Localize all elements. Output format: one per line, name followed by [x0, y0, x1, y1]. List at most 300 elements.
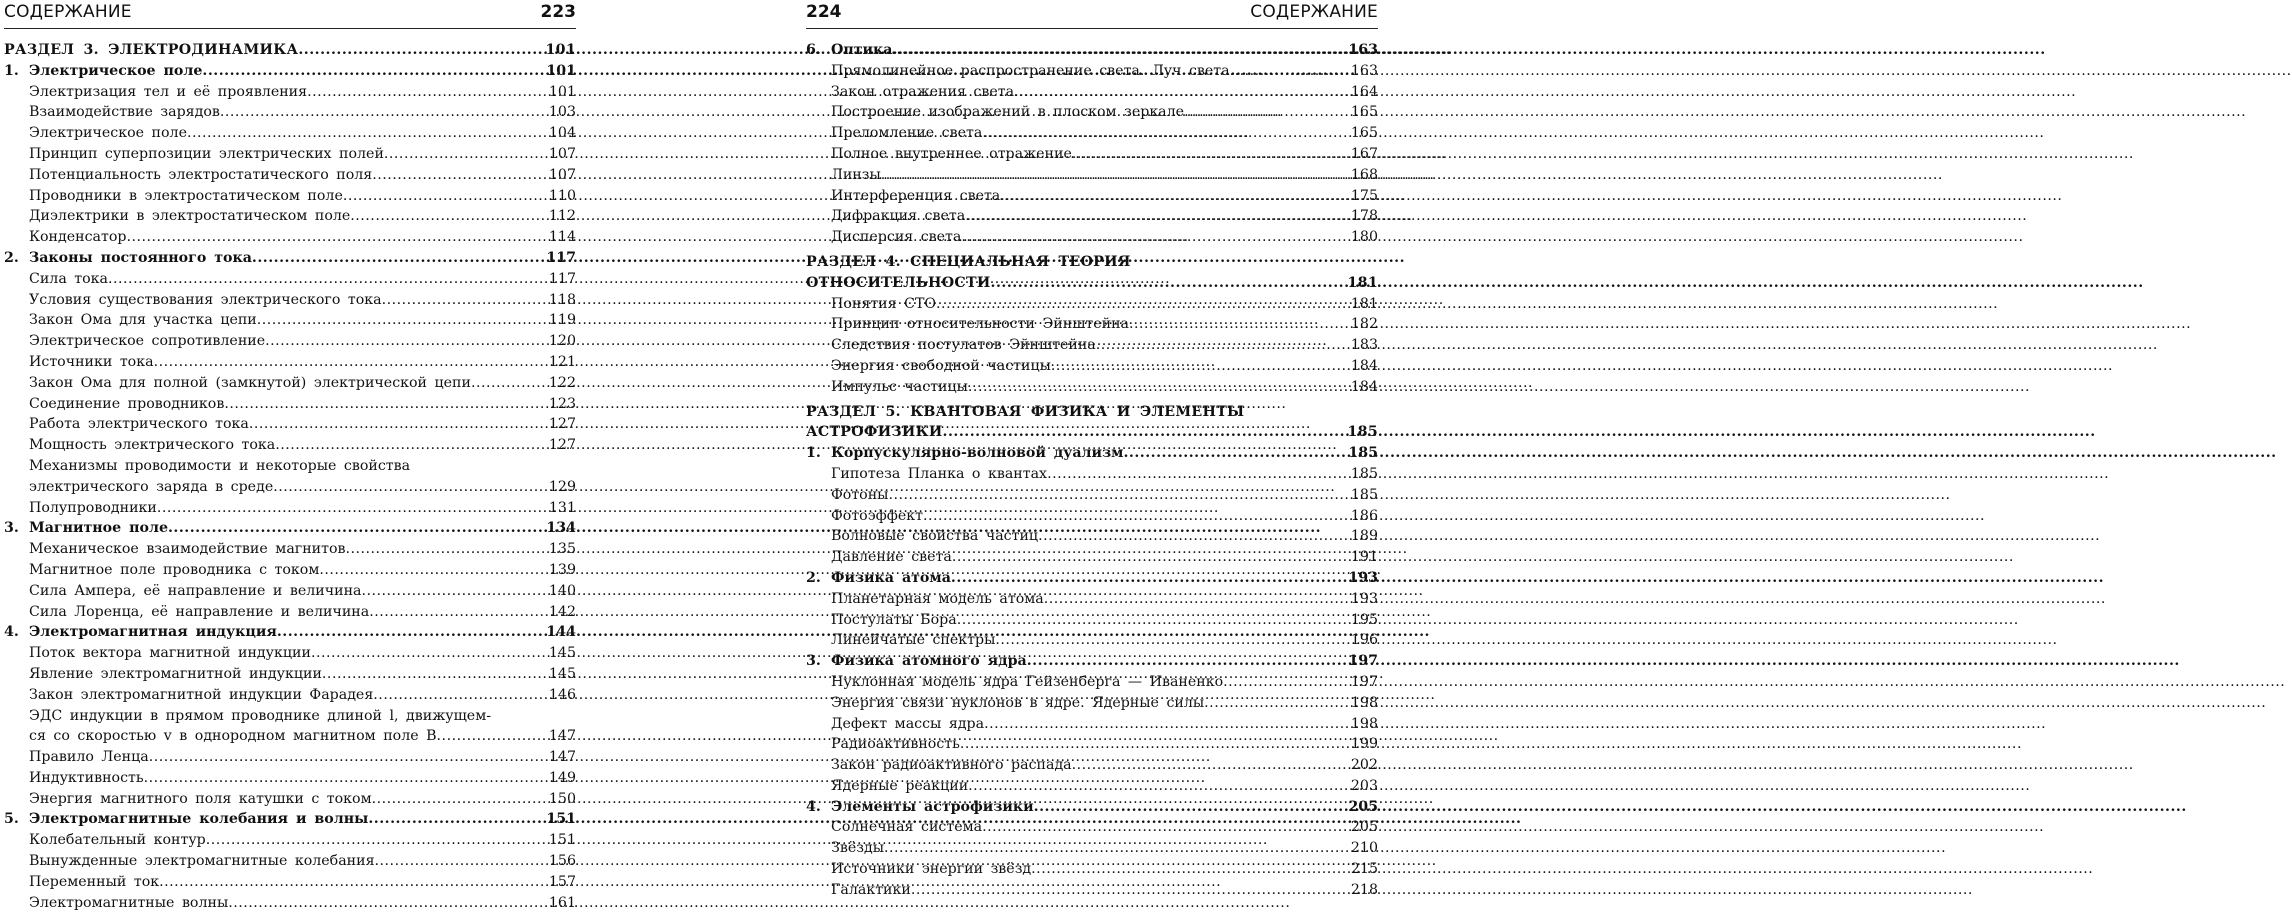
toc-entry-text: Электромагнитные колебания и волны: [29, 811, 369, 828]
dot-leader: [144, 768, 548, 789]
toc-page-number: 178: [1350, 208, 1378, 225]
toc-entry-text: Энергия связи нуклонов в ядре. Ядерные силы: [831, 694, 1205, 711]
toc-page-number: 121: [548, 353, 576, 370]
toc-page-number: 181: [1350, 295, 1378, 312]
toc-entry-text: Диэлектрики в электростатическом поле: [29, 208, 351, 225]
toc-item[interactable]: [806, 314, 1378, 335]
toc-item[interactable]: [4, 643, 576, 664]
toc-entry-text: Радиоактивность: [831, 736, 960, 753]
toc-page-number: 145: [548, 645, 576, 662]
toc-entry-text: Переменный ток: [29, 873, 160, 890]
toc-entry-label: [29, 206, 350, 227]
toc-item[interactable]: [4, 290, 576, 311]
toc-entry-text: Ядерные реакции: [831, 777, 969, 794]
toc-page-number: 114: [548, 229, 576, 246]
toc-item[interactable]: [806, 610, 1378, 631]
toc-page-number: 181: [1347, 274, 1378, 291]
toc-entry-text: Условия существования электрического тока: [29, 291, 382, 308]
table-of-contents: [4, 40, 576, 913]
toc-entry-label: [831, 693, 1204, 714]
toc-entry-text: Проводники в электростатическом поле: [29, 187, 343, 204]
toc-entry-label: [29, 331, 265, 352]
toc-entry-text: Фотоны: [831, 486, 889, 503]
toc-page-number: 184: [1350, 357, 1378, 374]
toc-entry-label: [831, 630, 995, 651]
toc-page-number: 199: [1350, 736, 1378, 753]
dot-leader: [149, 747, 548, 768]
toc-page-number: 107: [548, 145, 576, 162]
dot-leader: [373, 685, 548, 706]
toc-entry-label: [29, 726, 437, 747]
toc-page-number: 198: [1350, 694, 1378, 711]
dot-leader: [951, 568, 1347, 589]
dot-leader: [375, 851, 548, 872]
toc-entry-text: ся со скоростью v в однородном магнитном поле B: [29, 728, 437, 745]
toc-page-number: 185: [1347, 424, 1378, 441]
dot-leader: [1072, 755, 1350, 776]
toc-section[interactable]: [4, 40, 576, 61]
toc-chapter[interactable]: [806, 797, 1378, 818]
dot-leader: [361, 581, 547, 602]
toc-page-number: 168: [1350, 166, 1378, 183]
toc-entry-text: Следствия постулатов Эйнштейна: [831, 337, 1096, 354]
toc-entry-text: РАЗДЕЛ 3. ЭЛЕКТРОДИНАМИКА: [4, 42, 299, 58]
toc-entry-text: Линзы: [831, 166, 881, 183]
toc-entry-text: Поток вектора магнитной индукции: [29, 645, 311, 662]
toc-entry-text: Потенциальность электростатического поля: [29, 166, 373, 183]
toc-page-number: 205: [1348, 798, 1378, 815]
dot-leader: [249, 414, 548, 435]
toc-entry-label: [29, 602, 369, 623]
toc-item[interactable]: [806, 82, 1378, 103]
toc-entry-text: Энергия магнитного поля катушки с током: [29, 790, 372, 807]
dot-leader: [275, 435, 548, 456]
toc-entry-text: Закон отражения света: [831, 83, 1015, 100]
toc-entry-text: Конденсатор: [29, 229, 127, 246]
toc-entry-first-line: РАЗДЕЛ 4. СПЕЦИАЛЬНАЯ ТЕОРИЯ: [806, 253, 1131, 270]
toc-page-number: 156: [548, 853, 576, 870]
toc-section[interactable]: [806, 273, 1378, 294]
toc-entry-text: Электрическое поле: [29, 62, 203, 79]
running-header: [4, 0, 576, 29]
toc-page-number: 215: [1350, 861, 1378, 878]
toc-item[interactable]: [4, 123, 576, 144]
dot-leader: [350, 206, 548, 227]
toc-page-number: 195: [1350, 611, 1378, 628]
dot-leader: [991, 273, 1347, 294]
dot-leader: [168, 518, 545, 539]
toc-entry-text: Понятия СТО: [831, 295, 937, 312]
toc-entry-text: Давление света: [831, 549, 952, 566]
toc-entry-text: Электрическое поле: [29, 125, 187, 142]
toc-entry-text: Источники тока: [29, 353, 154, 370]
dot-leader: [936, 294, 1350, 315]
dot-leader: [982, 123, 1350, 144]
toc-chapter-number: 2.: [806, 569, 821, 586]
toc-entry-text: Дефект массы ядра: [831, 715, 985, 732]
toc-item[interactable]: [806, 817, 1378, 838]
toc-entry-label: [29, 685, 373, 706]
toc-entry-label: [831, 610, 957, 631]
toc-page-number: 196: [1350, 632, 1378, 649]
dot-leader: [369, 602, 548, 623]
toc-page-number: 210: [1350, 840, 1378, 857]
toc-entry-label: [831, 102, 1184, 123]
toc-entry-label: [29, 560, 319, 581]
toc-item[interactable]: [4, 206, 576, 227]
toc-entry-text: Сила Лоренца, её направление и величина: [29, 603, 370, 620]
table-of-contents: [806, 40, 1378, 901]
dot-leader: [228, 893, 548, 914]
toc-entry-label: [4, 40, 298, 61]
toc-entry-text: Закон Ома для участка цепи: [29, 312, 257, 329]
toc-item[interactable]: [4, 227, 576, 248]
toc-item[interactable]: [4, 726, 576, 747]
toc-item[interactable]: [4, 414, 576, 435]
toc-entry-label: [831, 294, 936, 315]
toc-page-number: 134: [546, 520, 576, 537]
toc-item[interactable]: [806, 186, 1378, 207]
toc-item[interactable]: [806, 102, 1378, 123]
toc-item[interactable]: [4, 498, 576, 519]
dot-leader: [368, 809, 545, 830]
toc-entry-text: Источники энергии звёзд: [831, 861, 1032, 878]
toc-item[interactable]: [4, 560, 576, 581]
toc-entry-text: Правило Ленца: [29, 749, 149, 766]
toc-entry-label: [806, 443, 1123, 464]
toc-entry-label: [831, 186, 1000, 207]
left-page: [4, 0, 576, 920]
toc-chapter[interactable]: [4, 248, 576, 269]
toc-entry-label: [831, 206, 965, 227]
dot-leader: [1044, 589, 1350, 610]
toc-item[interactable]: [806, 734, 1378, 755]
toc-entry-text: Закон электромагнитной индукции Фарадея: [29, 686, 374, 703]
toc-item[interactable]: [4, 477, 576, 498]
toc-entry-text: Индуктивность: [29, 769, 144, 786]
toc-entry-label: [831, 714, 984, 735]
toc-entry-label: [831, 165, 881, 186]
dot-leader: [884, 838, 1350, 859]
toc-item[interactable]: [4, 373, 576, 394]
toc-item[interactable]: [4, 664, 576, 685]
toc-chapter-number: 4.: [4, 624, 19, 641]
toc-item[interactable]: [806, 838, 1378, 859]
toc-entry-text: Принцип относительности Эйнштейна: [831, 316, 1130, 333]
dot-leader: [319, 560, 548, 581]
toc-chapter[interactable]: [4, 518, 576, 539]
toc-entry-label: [29, 498, 157, 519]
toc-page-number: 189: [1350, 528, 1378, 545]
toc-entry-text: Дифракция света: [831, 208, 966, 225]
dot-leader: [1031, 859, 1350, 880]
toc-item[interactable]: [4, 331, 576, 352]
toc-item[interactable]: [806, 356, 1378, 377]
toc-page-number: 135: [548, 541, 576, 558]
toc-page-number: 197: [1350, 673, 1378, 690]
toc-page-number: 122: [548, 374, 576, 391]
toc-page-number: 139: [548, 561, 576, 578]
dot-leader: [943, 422, 1347, 443]
toc-entry-label: [831, 880, 911, 901]
toc-item[interactable]: [806, 61, 1378, 82]
toc-entry-first-line: ЭДС индукции в прямом проводнике длиной l, движущем-: [29, 707, 492, 724]
dot-leader: [298, 40, 544, 61]
toc-chapter[interactable]: [4, 61, 576, 82]
toc-entry-label: [806, 797, 1034, 818]
toc-item[interactable]: [4, 310, 576, 331]
toc-page-number: 185: [1350, 486, 1378, 503]
toc-item[interactable]: [806, 755, 1378, 776]
dot-leader: [1204, 693, 1350, 714]
toc-item[interactable]: [806, 776, 1378, 797]
toc-entry-label: [29, 269, 108, 290]
toc-entry-label: [831, 82, 1014, 103]
toc-page-number: 165: [1350, 104, 1378, 121]
toc-chapter[interactable]: [806, 568, 1378, 589]
toc-item[interactable]: [4, 581, 576, 602]
toc-entry-label: [29, 893, 228, 914]
toc-page-number: 142: [548, 603, 576, 620]
toc-page-number: 202: [1350, 757, 1378, 774]
toc-item[interactable]: [4, 747, 576, 768]
toc-item[interactable]: [806, 485, 1378, 506]
dot-leader: [471, 373, 548, 394]
toc-item[interactable]: [4, 872, 576, 893]
toc-item[interactable]: [806, 377, 1378, 398]
dot-leader: [1038, 526, 1350, 547]
toc-entry-text: Сила Ампера, её направление и величина: [29, 582, 362, 599]
dot-leader: [311, 643, 548, 664]
toc-page-number: 131: [548, 499, 576, 516]
toc-entry-label: [29, 851, 375, 872]
toc-entry-label: [831, 485, 888, 506]
toc-entry-label: [29, 82, 307, 103]
toc-chapter-number: 1.: [4, 62, 19, 79]
toc-chapter[interactable]: [4, 622, 576, 643]
toc-entry-label: [831, 817, 982, 838]
dot-leader: [384, 144, 548, 165]
toc-chapter-number: 6.: [806, 42, 821, 58]
toc-item[interactable]: [806, 547, 1378, 568]
toc-page-number: 205: [1350, 819, 1378, 836]
dot-leader: [968, 776, 1350, 797]
toc-entry-first-line: РАЗДЕЛ 5. КВАНТОВАЯ ФИЗИКА И ЭЛЕМЕНТЫ: [806, 403, 1245, 420]
toc-entry-text: Закон Ома для полной (замкнутой) электрической цепи: [29, 374, 471, 391]
toc-chapter-number: 3.: [806, 653, 821, 670]
toc-entry-text: Физика атомного ядра: [831, 653, 1027, 670]
toc-page-number: 127: [548, 416, 576, 433]
toc-entry-label: [831, 506, 923, 527]
toc-entry-text: Соединение проводников: [29, 395, 225, 412]
toc-item[interactable]: [4, 102, 576, 123]
toc-entry-text: Явление электромагнитной индукции: [29, 665, 322, 682]
toc-page-number: 198: [1350, 715, 1378, 732]
dot-leader: [1096, 335, 1350, 356]
toc-item[interactable]: [806, 227, 1378, 248]
toc-entry-label: [831, 672, 1223, 693]
toc-page-number: 185: [1348, 445, 1378, 462]
toc-chapter[interactable]: [806, 651, 1378, 672]
dot-leader: [252, 248, 545, 269]
toc-chapter[interactable]: [4, 809, 576, 830]
toc-item[interactable]: [4, 435, 576, 456]
toc-item[interactable]: [4, 851, 576, 872]
toc-item[interactable]: [4, 789, 576, 810]
toc-entry-label: [831, 776, 968, 797]
dot-leader: [1230, 61, 1350, 82]
dot-leader: [952, 547, 1350, 568]
toc-entry-label: [29, 186, 343, 207]
toc-page-number: 117: [548, 270, 576, 287]
toc-entry-label: [29, 643, 311, 664]
toc-entry-label: [831, 335, 1096, 356]
toc-entry-label: [831, 61, 1230, 82]
dot-leader: [888, 485, 1349, 506]
toc-entry-label: [831, 755, 1072, 776]
toc-entry-text: Галактики: [831, 881, 911, 898]
toc-entry-text: Вынужденные электромагнитные колебания: [29, 853, 375, 870]
toc-entry-label: [29, 165, 372, 186]
dot-leader: [346, 539, 548, 560]
dot-leader: [437, 726, 548, 747]
toc-entry-text: Постулаты Бора: [831, 611, 957, 628]
header-title: СОДЕРЖАНИЕ: [1250, 2, 1378, 22]
toc-page-number: 157: [548, 873, 576, 890]
toc-item[interactable]: [4, 144, 576, 165]
dot-leader: [187, 123, 548, 144]
toc-item[interactable]: [4, 352, 576, 373]
toc-entry-text: Планетарная модель атома: [831, 590, 1044, 607]
toc-entry-text: Энергия свободной частицы: [831, 357, 1051, 374]
toc-page-number: 149: [548, 769, 576, 786]
toc-entry-label: [831, 377, 968, 398]
toc-item[interactable]: [806, 506, 1378, 527]
toc-entry-text: Полупроводники: [29, 499, 157, 516]
toc-entry-label: [831, 144, 1072, 165]
toc-entry-label: [29, 581, 361, 602]
toc-page-number: 112: [548, 208, 576, 225]
toc-item[interactable]: [806, 880, 1378, 901]
toc-entry-label: [29, 872, 159, 893]
toc-item[interactable]: [4, 768, 576, 789]
toc-page-number: 118: [548, 291, 576, 308]
toc-item[interactable]: [4, 165, 576, 186]
toc-entry-label: [29, 768, 144, 789]
toc-entry-label: [4, 622, 277, 643]
toc-item[interactable]: [806, 206, 1378, 227]
toc-chapter-number: 3.: [4, 520, 19, 537]
toc-entry-text: Колебательный контур: [29, 832, 206, 849]
toc-item[interactable]: [806, 526, 1378, 547]
toc-page-number: 167: [1350, 145, 1378, 162]
toc-entry-label: [29, 290, 382, 311]
dot-leader: [154, 352, 548, 373]
dot-leader: [881, 165, 1350, 186]
toc-item[interactable]: [4, 539, 576, 560]
toc-page-number: 151: [546, 811, 576, 828]
dot-leader: [307, 82, 548, 103]
toc-item[interactable]: [4, 685, 576, 706]
toc-item[interactable]: [806, 693, 1378, 714]
dot-leader: [995, 630, 1350, 651]
toc-item[interactable]: [4, 186, 576, 207]
dot-leader: [1123, 443, 1347, 464]
toc-entry-text: Волновые свойства частиц: [831, 528, 1039, 545]
toc-item[interactable]: [806, 859, 1378, 880]
toc-entry-label: [29, 747, 149, 768]
dot-leader: [277, 622, 546, 643]
toc-page-number: 175: [1350, 187, 1378, 204]
toc-item[interactable]: [806, 464, 1378, 485]
toc-page-number: 117: [546, 249, 576, 266]
toc-page-number: 186: [1350, 507, 1378, 524]
page-number: 224: [806, 2, 842, 22]
dot-leader: [965, 206, 1350, 227]
toc-chapter[interactable]: [806, 443, 1378, 464]
dot-leader: [984, 714, 1350, 735]
toc-entry-text: Электромагнитные волны: [29, 894, 229, 911]
toc-page-number: 107: [548, 166, 576, 183]
toc-entry-label: [806, 273, 991, 294]
toc-page-number: 123: [548, 395, 576, 412]
toc-entry-text: АСТРОФИЗИКИ: [806, 424, 943, 441]
toc-item[interactable]: [4, 602, 576, 623]
toc-entry-label: [29, 394, 224, 415]
toc-entry-label: [29, 414, 249, 435]
toc-item[interactable]: [806, 714, 1378, 735]
dot-leader: [960, 734, 1350, 755]
toc-item[interactable]: [806, 165, 1378, 186]
dot-leader: [206, 830, 548, 851]
toc-page-number: 110: [548, 187, 576, 204]
toc-entry-text: Дисперсия света: [831, 229, 962, 246]
toc-item[interactable]: [806, 123, 1378, 144]
toc-item[interactable]: [4, 394, 576, 415]
toc-entry-text: Физика атома: [831, 569, 951, 586]
toc-item[interactable]: [806, 672, 1378, 693]
toc-page-number: 151: [548, 832, 576, 849]
toc-chapter-number: 4.: [806, 798, 821, 815]
toc-chapter[interactable]: [806, 40, 1378, 61]
toc-page-number: 163: [1350, 62, 1378, 79]
dot-leader: [1034, 797, 1348, 818]
toc-entry-label: [29, 789, 372, 810]
dot-leader: [257, 310, 548, 331]
toc-page-number: 103: [548, 104, 576, 121]
toc-chapter-number: 2.: [4, 249, 19, 266]
toc-item[interactable]: [806, 589, 1378, 610]
toc-item[interactable]: [806, 630, 1378, 651]
dot-leader: [923, 506, 1350, 527]
dot-leader: [968, 377, 1350, 398]
dot-leader: [1000, 186, 1350, 207]
toc-item[interactable]: [4, 269, 576, 290]
dot-leader: [273, 477, 548, 498]
toc-item[interactable]: [806, 335, 1378, 356]
dot-leader: [322, 664, 548, 685]
toc-entry-label: [29, 310, 257, 331]
toc-section[interactable]: [806, 422, 1378, 443]
toc-item[interactable]: [4, 82, 576, 103]
toc-item[interactable]: [806, 144, 1378, 165]
toc-item[interactable]: [4, 830, 576, 851]
toc-item[interactable]: [4, 893, 576, 914]
toc-item[interactable]: [806, 294, 1378, 315]
dot-leader: [1051, 356, 1350, 377]
toc-entry-label: [831, 859, 1031, 880]
toc-page-number: 147: [548, 749, 576, 766]
